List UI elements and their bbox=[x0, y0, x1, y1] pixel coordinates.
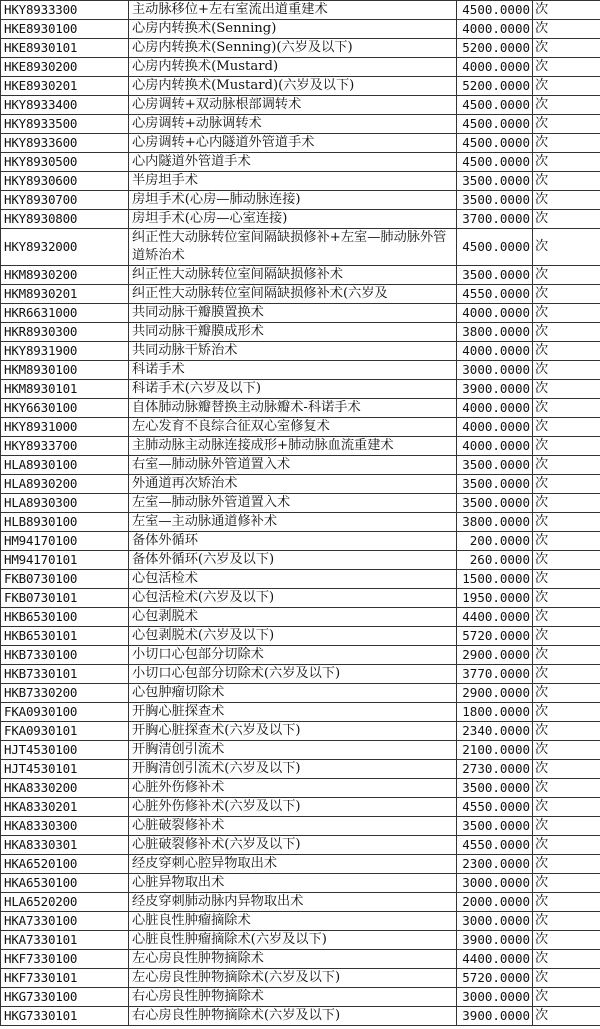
item-price-cell: 3770.0000 bbox=[457, 665, 533, 684]
item-unit-cell: 次 bbox=[533, 874, 600, 893]
item-code-cell: HKY8933300 bbox=[1, 1, 129, 20]
item-unit-cell: 次 bbox=[533, 304, 600, 323]
item-unit-cell: 次 bbox=[533, 229, 600, 266]
item-unit-cell: 次 bbox=[533, 608, 600, 627]
item-price-cell: 3900.0000 bbox=[457, 931, 533, 950]
item-name-cell: 心脏异物取出术 bbox=[129, 874, 457, 893]
item-code-cell: HKY8931000 bbox=[1, 418, 129, 437]
table-row bbox=[1, 855, 600, 874]
table-row bbox=[1, 304, 600, 323]
item-code-cell: HKY6630100 bbox=[1, 399, 129, 418]
item-price-cell: 3500.0000 bbox=[457, 779, 533, 798]
item-code-cell: HLA8930100 bbox=[1, 456, 129, 475]
item-price-cell: 4400.0000 bbox=[457, 950, 533, 969]
item-code-cell: HKY8930700 bbox=[1, 191, 129, 210]
item-unit-cell: 次 bbox=[533, 1007, 600, 1026]
table-row bbox=[1, 1, 600, 20]
item-price-cell: 3500.0000 bbox=[457, 191, 533, 210]
item-name-cell: 主动脉移位+左右室流出道重建术 bbox=[129, 1, 457, 20]
item-name-cell: 共同动脉干矫治术 bbox=[129, 342, 457, 361]
item-name-cell: 心包肿瘤切除术 bbox=[129, 684, 457, 703]
item-name-cell: 心脏外伤修补术(六岁及以下) bbox=[129, 798, 457, 817]
item-name-cell: 右室—肺动脉外管道置入术 bbox=[129, 456, 457, 475]
table-row bbox=[1, 77, 600, 96]
table-row bbox=[1, 684, 600, 703]
table-row bbox=[1, 494, 600, 513]
item-price-cell: 1950.0000 bbox=[457, 589, 533, 608]
item-unit-cell: 次 bbox=[533, 134, 600, 153]
item-price-cell: 4550.0000 bbox=[457, 836, 533, 855]
item-price-cell: 4500.0000 bbox=[457, 96, 533, 115]
item-code-cell: HLB8930100 bbox=[1, 513, 129, 532]
fee-table-body bbox=[1, 1, 600, 1026]
item-price-cell: 2300.0000 bbox=[457, 855, 533, 874]
table-row bbox=[1, 456, 600, 475]
item-price-cell: 3800.0000 bbox=[457, 513, 533, 532]
item-unit-cell: 次 bbox=[533, 96, 600, 115]
item-price-cell: 3500.0000 bbox=[457, 456, 533, 475]
item-code-cell: HM94170100 bbox=[1, 532, 129, 551]
item-price-cell: 2000.0000 bbox=[457, 893, 533, 912]
item-unit-cell: 次 bbox=[533, 779, 600, 798]
table-row bbox=[1, 760, 600, 779]
item-name-cell: 备体外循环 bbox=[129, 532, 457, 551]
table-row bbox=[1, 874, 600, 893]
table-row bbox=[1, 988, 600, 1007]
item-price-cell: 4500.0000 bbox=[457, 134, 533, 153]
item-code-cell: HKM8930201 bbox=[1, 285, 129, 304]
item-name-cell: 备体外循环(六岁及以下) bbox=[129, 551, 457, 570]
item-unit-cell: 次 bbox=[533, 1, 600, 20]
table-row bbox=[1, 1007, 600, 1026]
item-unit-cell: 次 bbox=[533, 912, 600, 931]
item-unit-cell: 次 bbox=[533, 969, 600, 988]
table-row bbox=[1, 380, 600, 399]
item-name-cell: 经皮穿刺心腔异物取出术 bbox=[129, 855, 457, 874]
item-name-cell: 共同动脉干瓣膜成形术 bbox=[129, 323, 457, 342]
item-unit-cell: 次 bbox=[533, 494, 600, 513]
item-name-cell: 外通道再次矫治术 bbox=[129, 475, 457, 494]
table-row bbox=[1, 931, 600, 950]
item-code-cell: HKB7330200 bbox=[1, 684, 129, 703]
item-price-cell: 4550.0000 bbox=[457, 798, 533, 817]
item-code-cell: HKY8930500 bbox=[1, 153, 129, 172]
item-price-cell: 3500.0000 bbox=[457, 494, 533, 513]
item-code-cell: HKA8330201 bbox=[1, 798, 129, 817]
table-row bbox=[1, 210, 600, 229]
item-name-cell: 开胸心脏探查术(六岁及以下) bbox=[129, 722, 457, 741]
table-row bbox=[1, 39, 600, 58]
item-unit-cell: 次 bbox=[533, 437, 600, 456]
table-row bbox=[1, 798, 600, 817]
item-price-cell: 1500.0000 bbox=[457, 570, 533, 589]
table-row bbox=[1, 912, 600, 931]
item-unit-cell: 次 bbox=[533, 760, 600, 779]
item-price-cell: 1800.0000 bbox=[457, 703, 533, 722]
item-price-cell: 3500.0000 bbox=[457, 266, 533, 285]
item-unit-cell: 次 bbox=[533, 684, 600, 703]
item-price-cell: 3000.0000 bbox=[457, 874, 533, 893]
item-price-cell: 4000.0000 bbox=[457, 418, 533, 437]
item-code-cell: HKG7330101 bbox=[1, 1007, 129, 1026]
item-name-cell: 心房内转换术(Senning) bbox=[129, 20, 457, 39]
table-row bbox=[1, 722, 600, 741]
item-price-cell: 4000.0000 bbox=[457, 58, 533, 77]
item-code-cell: HKM8930100 bbox=[1, 361, 129, 380]
item-unit-cell: 次 bbox=[533, 418, 600, 437]
item-code-cell: HKA6520100 bbox=[1, 855, 129, 874]
table-row bbox=[1, 266, 600, 285]
item-price-cell: 3900.0000 bbox=[457, 1007, 533, 1026]
item-name-cell: 科诺手术(六岁及以下) bbox=[129, 380, 457, 399]
item-unit-cell: 次 bbox=[533, 703, 600, 722]
item-unit-cell: 次 bbox=[533, 931, 600, 950]
item-price-cell: 4000.0000 bbox=[457, 437, 533, 456]
item-name-cell: 心内隧道外管道手术 bbox=[129, 153, 457, 172]
item-name-cell: 心脏破裂修补术(六岁及以下) bbox=[129, 836, 457, 855]
item-unit-cell: 次 bbox=[533, 380, 600, 399]
item-price-cell: 2340.0000 bbox=[457, 722, 533, 741]
item-price-cell: 260.0000 bbox=[457, 551, 533, 570]
item-name-cell: 心包剥脱术 bbox=[129, 608, 457, 627]
table-row bbox=[1, 323, 600, 342]
item-price-cell: 5200.0000 bbox=[457, 39, 533, 58]
item-price-cell: 5720.0000 bbox=[457, 627, 533, 646]
item-name-cell: 开胸清创引流术(六岁及以下) bbox=[129, 760, 457, 779]
item-code-cell: HLA8930200 bbox=[1, 475, 129, 494]
item-price-cell: 4000.0000 bbox=[457, 20, 533, 39]
item-unit-cell: 次 bbox=[533, 475, 600, 494]
table-row bbox=[1, 817, 600, 836]
item-unit-cell: 次 bbox=[533, 39, 600, 58]
item-name-cell: 纠正性大动脉转位室间隔缺损修补+左室—肺动脉外管道矫治术 bbox=[129, 229, 457, 266]
item-name-cell: 开胸清创引流术 bbox=[129, 741, 457, 760]
item-code-cell: HKY8930800 bbox=[1, 210, 129, 229]
item-code-cell: HKG7330100 bbox=[1, 988, 129, 1007]
item-code-cell: HKY8930600 bbox=[1, 172, 129, 191]
table-row bbox=[1, 570, 600, 589]
item-code-cell: HKB6530100 bbox=[1, 608, 129, 627]
item-unit-cell: 次 bbox=[533, 115, 600, 134]
item-name-cell: 左心发育不良综合征双心室修复术 bbox=[129, 418, 457, 437]
item-unit-cell: 次 bbox=[533, 513, 600, 532]
item-name-cell: 心房调转+动脉调转术 bbox=[129, 115, 457, 134]
item-code-cell: HKR8930300 bbox=[1, 323, 129, 342]
table-row bbox=[1, 893, 600, 912]
item-unit-cell: 次 bbox=[533, 627, 600, 646]
table-row bbox=[1, 115, 600, 134]
item-name-cell: 开胸心脏探查术 bbox=[129, 703, 457, 722]
item-name-cell: 自体肺动脉瓣替换主动脉瓣术-科诺手术 bbox=[129, 399, 457, 418]
item-price-cell: 3500.0000 bbox=[457, 475, 533, 494]
item-name-cell: 右心房良性肿物摘除术(六岁及以下) bbox=[129, 1007, 457, 1026]
item-code-cell: HKY8933700 bbox=[1, 437, 129, 456]
item-name-cell: 心房内转换术(Mustard)(六岁及以下) bbox=[129, 77, 457, 96]
item-name-cell: 共同动脉干瓣膜置换术 bbox=[129, 304, 457, 323]
item-code-cell: FKA0930101 bbox=[1, 722, 129, 741]
table-row bbox=[1, 950, 600, 969]
item-price-cell: 3800.0000 bbox=[457, 323, 533, 342]
table-row bbox=[1, 608, 600, 627]
item-unit-cell: 次 bbox=[533, 988, 600, 1007]
table-row bbox=[1, 513, 600, 532]
item-code-cell: HKY8933500 bbox=[1, 115, 129, 134]
item-code-cell: HM94170101 bbox=[1, 551, 129, 570]
item-name-cell: 心包活检术(六岁及以下) bbox=[129, 589, 457, 608]
table-row bbox=[1, 703, 600, 722]
item-unit-cell: 次 bbox=[533, 798, 600, 817]
item-code-cell: HKA7330100 bbox=[1, 912, 129, 931]
item-price-cell: 3000.0000 bbox=[457, 361, 533, 380]
item-code-cell: HKA8330301 bbox=[1, 836, 129, 855]
table-row bbox=[1, 475, 600, 494]
item-unit-cell: 次 bbox=[533, 58, 600, 77]
item-name-cell: 半房坦手术 bbox=[129, 172, 457, 191]
item-unit-cell: 次 bbox=[533, 950, 600, 969]
item-price-cell: 2100.0000 bbox=[457, 741, 533, 760]
item-price-cell: 4500.0000 bbox=[457, 1, 533, 20]
item-name-cell: 心包活检术 bbox=[129, 570, 457, 589]
item-price-cell: 3700.0000 bbox=[457, 210, 533, 229]
item-price-cell: 4500.0000 bbox=[457, 115, 533, 134]
item-unit-cell: 次 bbox=[533, 722, 600, 741]
item-price-cell: 3900.0000 bbox=[457, 380, 533, 399]
item-code-cell: HKA7330101 bbox=[1, 931, 129, 950]
item-name-cell: 心房调转+心内隧道外管道手术 bbox=[129, 134, 457, 153]
item-price-cell: 2900.0000 bbox=[457, 684, 533, 703]
item-name-cell: 心脏良性肿瘤摘除术(六岁及以下) bbox=[129, 931, 457, 950]
item-name-cell: 主肺动脉主动脉连接成形+肺动脉血流重建术 bbox=[129, 437, 457, 456]
item-name-cell: 心房内转换术(Senning)(六岁及以下) bbox=[129, 39, 457, 58]
item-code-cell: HKM8930101 bbox=[1, 380, 129, 399]
item-unit-cell: 次 bbox=[533, 646, 600, 665]
item-code-cell: HKA8330200 bbox=[1, 779, 129, 798]
item-name-cell: 小切口心包部分切除术(六岁及以下) bbox=[129, 665, 457, 684]
item-code-cell: HKB7330100 bbox=[1, 646, 129, 665]
table-row bbox=[1, 342, 600, 361]
item-unit-cell: 次 bbox=[533, 551, 600, 570]
table-row bbox=[1, 399, 600, 418]
item-unit-cell: 次 bbox=[533, 893, 600, 912]
item-name-cell: 左心房良性肿物摘除术(六岁及以下) bbox=[129, 969, 457, 988]
item-unit-cell: 次 bbox=[533, 153, 600, 172]
item-code-cell: FKA0930100 bbox=[1, 703, 129, 722]
item-unit-cell: 次 bbox=[533, 342, 600, 361]
table-row bbox=[1, 229, 600, 266]
item-code-cell: HKM8930200 bbox=[1, 266, 129, 285]
item-unit-cell: 次 bbox=[533, 20, 600, 39]
table-row bbox=[1, 437, 600, 456]
item-unit-cell: 次 bbox=[533, 323, 600, 342]
table-row bbox=[1, 285, 600, 304]
table-row bbox=[1, 779, 600, 798]
item-code-cell: HKE8930200 bbox=[1, 58, 129, 77]
item-code-cell: HKE8930201 bbox=[1, 77, 129, 96]
item-name-cell: 经皮穿刺肺动脉内异物取出术 bbox=[129, 893, 457, 912]
item-name-cell: 心包剥脱术(六岁及以下) bbox=[129, 627, 457, 646]
table-row bbox=[1, 646, 600, 665]
item-price-cell: 3000.0000 bbox=[457, 988, 533, 1007]
item-price-cell: 200.0000 bbox=[457, 532, 533, 551]
item-code-cell: HKF7330100 bbox=[1, 950, 129, 969]
table-row bbox=[1, 551, 600, 570]
table-row bbox=[1, 418, 600, 437]
item-unit-cell: 次 bbox=[533, 836, 600, 855]
item-name-cell: 心脏外伤修补术 bbox=[129, 779, 457, 798]
item-unit-cell: 次 bbox=[533, 589, 600, 608]
item-code-cell: HKY8932000 bbox=[1, 229, 129, 266]
item-price-cell: 5720.0000 bbox=[457, 969, 533, 988]
table-row bbox=[1, 627, 600, 646]
item-code-cell: HKB7330101 bbox=[1, 665, 129, 684]
item-unit-cell: 次 bbox=[533, 855, 600, 874]
item-price-cell: 3500.0000 bbox=[457, 172, 533, 191]
item-price-cell: 4500.0000 bbox=[457, 229, 533, 266]
table-row bbox=[1, 153, 600, 172]
item-name-cell: 心脏良性肿瘤摘除术 bbox=[129, 912, 457, 931]
item-unit-cell: 次 bbox=[533, 817, 600, 836]
item-unit-cell: 次 bbox=[533, 741, 600, 760]
item-code-cell: FKB0730100 bbox=[1, 570, 129, 589]
item-name-cell: 房坦手术(心房—心室连接) bbox=[129, 210, 457, 229]
item-price-cell: 3500.0000 bbox=[457, 817, 533, 836]
item-code-cell: HKF7330101 bbox=[1, 969, 129, 988]
item-unit-cell: 次 bbox=[533, 361, 600, 380]
item-code-cell: HKR6631000 bbox=[1, 304, 129, 323]
item-unit-cell: 次 bbox=[533, 532, 600, 551]
item-name-cell: 左室—肺动脉外管道置入术 bbox=[129, 494, 457, 513]
table-row bbox=[1, 96, 600, 115]
item-price-cell: 4000.0000 bbox=[457, 342, 533, 361]
item-name-cell: 科诺手术 bbox=[129, 361, 457, 380]
item-code-cell: FKB0730101 bbox=[1, 589, 129, 608]
table-row bbox=[1, 58, 600, 77]
item-code-cell: HLA8930300 bbox=[1, 494, 129, 513]
item-unit-cell: 次 bbox=[533, 456, 600, 475]
item-code-cell: HKY8933400 bbox=[1, 96, 129, 115]
item-name-cell: 房坦手术(心房—肺动脉连接) bbox=[129, 191, 457, 210]
table-row bbox=[1, 665, 600, 684]
item-name-cell: 右心房良性肿物摘除术 bbox=[129, 988, 457, 1007]
item-price-cell: 2900.0000 bbox=[457, 646, 533, 665]
item-price-cell: 4000.0000 bbox=[457, 399, 533, 418]
table-row bbox=[1, 134, 600, 153]
table-row bbox=[1, 361, 600, 380]
item-code-cell: HKY8931900 bbox=[1, 342, 129, 361]
table-row bbox=[1, 741, 600, 760]
table-row bbox=[1, 969, 600, 988]
table-row bbox=[1, 191, 600, 210]
item-name-cell: 左室—主动脉通道修补术 bbox=[129, 513, 457, 532]
item-code-cell: HKA8330300 bbox=[1, 817, 129, 836]
item-code-cell: HJT4530101 bbox=[1, 760, 129, 779]
table-row bbox=[1, 589, 600, 608]
item-unit-cell: 次 bbox=[533, 665, 600, 684]
item-code-cell: HKY8933600 bbox=[1, 134, 129, 153]
item-name-cell: 纠正性大动脉转位室间隔缺损修补术(六岁及 bbox=[129, 285, 457, 304]
item-name-cell: 纠正性大动脉转位室间隔缺损修补术 bbox=[129, 266, 457, 285]
item-price-cell: 4550.0000 bbox=[457, 285, 533, 304]
item-code-cell: HKB6530101 bbox=[1, 627, 129, 646]
item-unit-cell: 次 bbox=[533, 399, 600, 418]
item-unit-cell: 次 bbox=[533, 285, 600, 304]
table-row bbox=[1, 532, 600, 551]
item-code-cell: HJT4530100 bbox=[1, 741, 129, 760]
item-name-cell: 心房调转+双动脉根部调转术 bbox=[129, 96, 457, 115]
item-name-cell: 心脏破裂修补术 bbox=[129, 817, 457, 836]
item-unit-cell: 次 bbox=[533, 172, 600, 191]
table-row bbox=[1, 172, 600, 191]
item-code-cell: HKE8930100 bbox=[1, 20, 129, 39]
item-price-cell: 4500.0000 bbox=[457, 153, 533, 172]
item-name-cell: 心房内转换术(Mustard) bbox=[129, 58, 457, 77]
item-code-cell: HKA6530100 bbox=[1, 874, 129, 893]
item-price-cell: 2730.0000 bbox=[457, 760, 533, 779]
item-price-cell: 3000.0000 bbox=[457, 912, 533, 931]
item-unit-cell: 次 bbox=[533, 191, 600, 210]
item-price-cell: 4000.0000 bbox=[457, 304, 533, 323]
table-row bbox=[1, 836, 600, 855]
item-name-cell: 左心房良性肿物摘除术 bbox=[129, 950, 457, 969]
item-price-cell: 4400.0000 bbox=[457, 608, 533, 627]
item-code-cell: HLA6520200 bbox=[1, 893, 129, 912]
item-unit-cell: 次 bbox=[533, 77, 600, 96]
item-name-cell: 小切口心包部分切除术 bbox=[129, 646, 457, 665]
table-row bbox=[1, 20, 600, 39]
item-code-cell: HKE8930101 bbox=[1, 39, 129, 58]
item-unit-cell: 次 bbox=[533, 570, 600, 589]
item-unit-cell: 次 bbox=[533, 210, 600, 229]
item-unit-cell: 次 bbox=[533, 266, 600, 285]
item-price-cell: 5200.0000 bbox=[457, 77, 533, 96]
